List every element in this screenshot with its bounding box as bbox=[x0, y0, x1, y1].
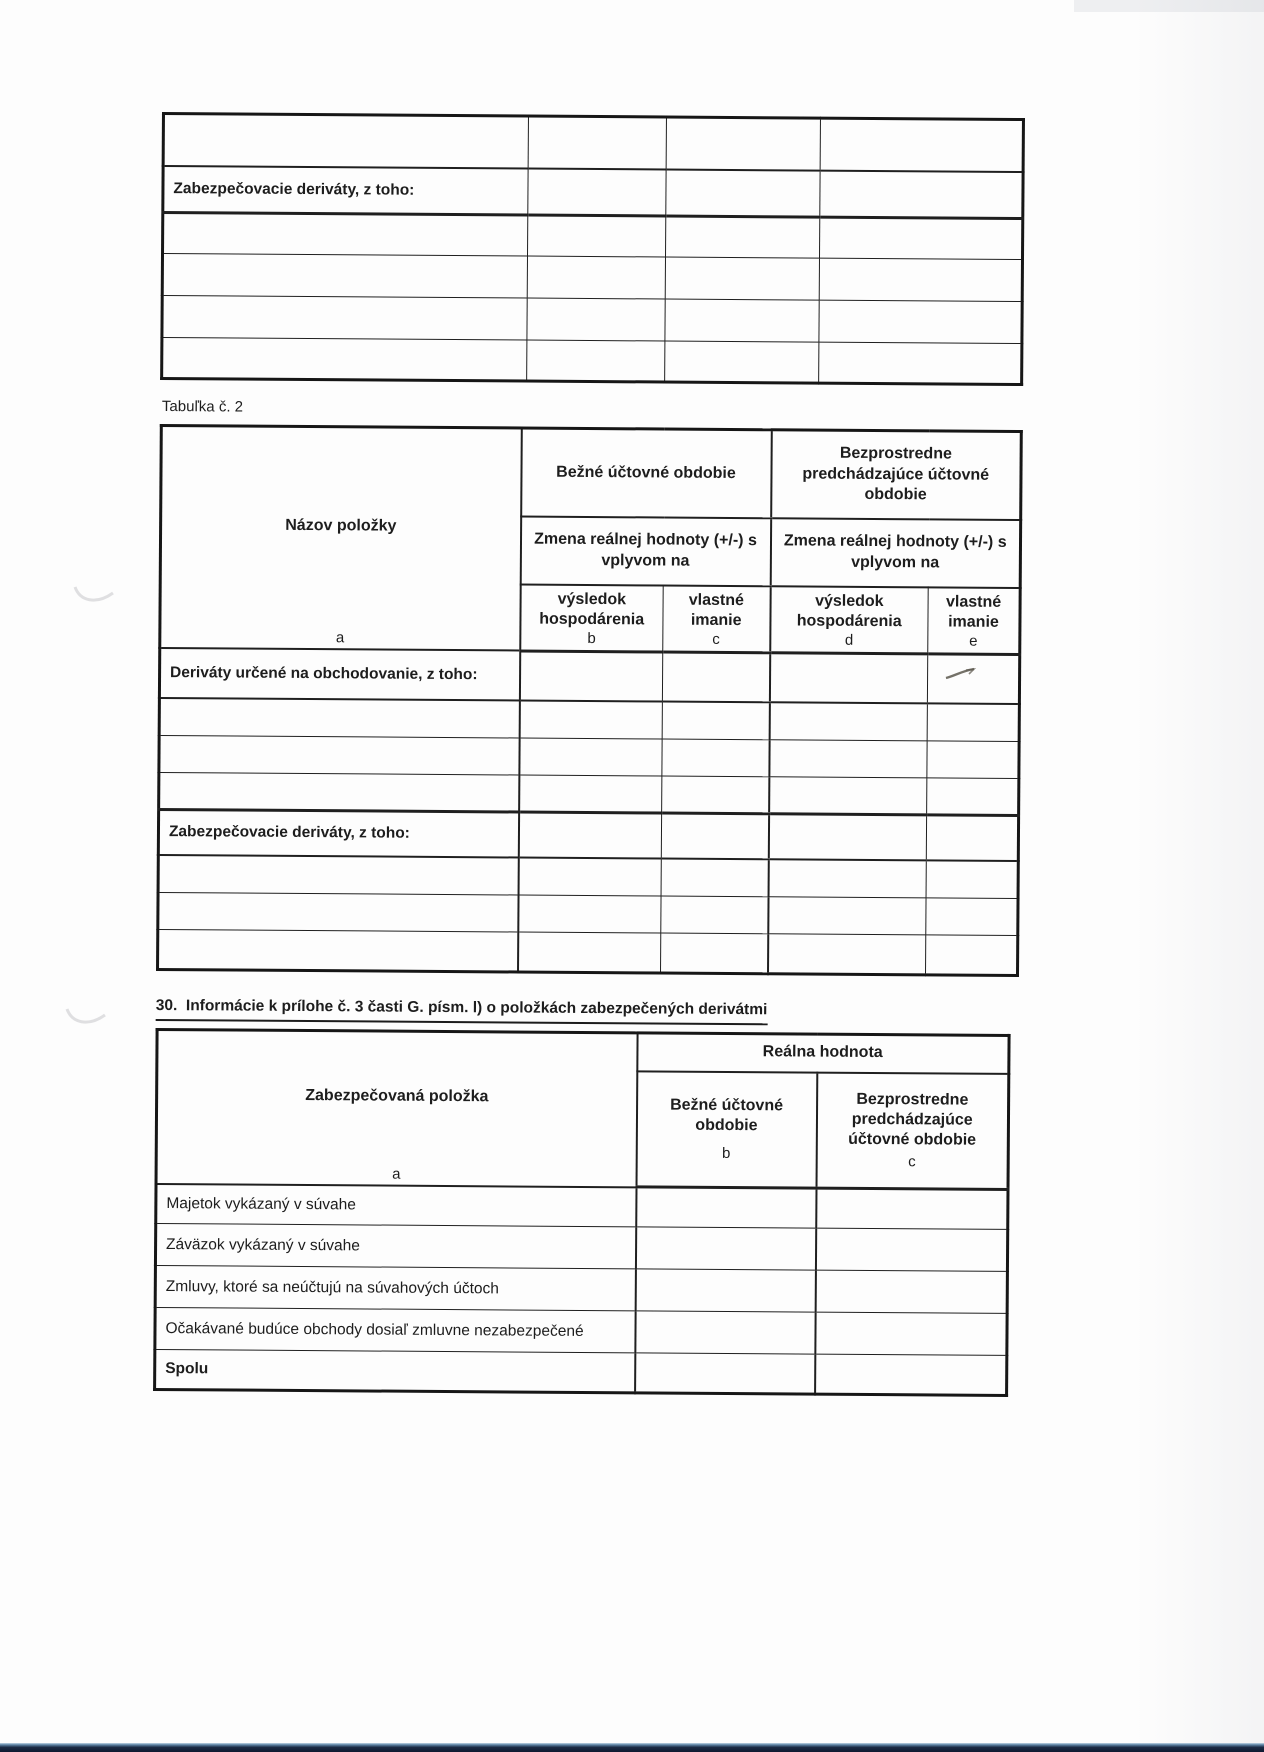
row-label-trading-derivatives: Deriváty určené na obchodovanie, z toho: bbox=[159, 648, 519, 701]
header-cell-equity-previous bbox=[928, 587, 1020, 654]
empty-cell bbox=[162, 338, 527, 382]
row-label-asset-in-balance-sheet: Majetok vykázaný v súvahe bbox=[156, 1184, 636, 1227]
table-row bbox=[155, 1224, 1007, 1272]
empty-cell bbox=[661, 813, 768, 860]
column-letter-c: c bbox=[712, 630, 720, 648]
empty-cell bbox=[635, 1269, 815, 1312]
empty-cell bbox=[816, 1188, 1008, 1229]
header-cell-hedged-item bbox=[156, 1029, 637, 1187]
column-letter-e: e bbox=[969, 632, 978, 650]
empty-cell bbox=[769, 776, 927, 814]
empty-cell bbox=[820, 118, 1023, 171]
empty-cell bbox=[527, 298, 665, 341]
table-row bbox=[162, 296, 1022, 344]
table-row bbox=[159, 698, 1019, 741]
empty-cell bbox=[162, 254, 527, 299]
empty-cell bbox=[820, 170, 1023, 218]
empty-cell bbox=[819, 217, 1022, 259]
empty-cell bbox=[927, 653, 1019, 704]
scanner-shadow bbox=[1134, 0, 1264, 1752]
row-label-hedging-derivatives: Zabezpečovacie deriváty, z toho: bbox=[158, 809, 518, 858]
table-row bbox=[161, 426, 1022, 520]
row-label-hedging-derivatives: Zabezpečovacie deriváty, z toho: bbox=[163, 166, 528, 216]
subheader-profit-loss: výsledok hospodárenia bbox=[539, 590, 645, 628]
empty-cell bbox=[665, 299, 819, 342]
table-row bbox=[159, 648, 1019, 704]
subheader-current-period: Bežné účtovné obdobie bbox=[670, 1096, 784, 1135]
header-cell-previous-period: Bezprostredne predchádzajúce účtovné obdobie bbox=[771, 430, 1022, 520]
empty-cell bbox=[527, 256, 665, 299]
empty-cell bbox=[769, 739, 927, 777]
table-row bbox=[158, 855, 1018, 898]
empty-cell bbox=[528, 168, 666, 216]
header-cell-current-period: Bežné účtovné obdobie bbox=[521, 428, 772, 518]
empty-cell bbox=[768, 859, 926, 897]
header-cell-change-previous: Zmena reálnej hodnoty (+/-) s vplyvom na bbox=[770, 518, 1020, 588]
empty-cell bbox=[926, 934, 1018, 975]
subheader-previous-period: Bezprostredne predchádzajúce účtovné obdobie bbox=[848, 1091, 977, 1150]
column-letter-b: b bbox=[722, 1145, 731, 1163]
empty-cell bbox=[662, 739, 769, 777]
empty-cell bbox=[662, 702, 769, 740]
header-cell-change-current: Zmena reálnej hodnoty (+/-) s vplyvom na bbox=[520, 516, 770, 586]
header-cell-item-name bbox=[160, 426, 522, 651]
empty-cell bbox=[635, 1311, 815, 1354]
empty-cell bbox=[661, 859, 768, 897]
column-letter-a: a bbox=[335, 629, 345, 647]
column-letter-d: d bbox=[844, 631, 854, 649]
empty-cell bbox=[527, 340, 665, 382]
empty-cell bbox=[159, 698, 519, 738]
empty-cell bbox=[163, 213, 528, 257]
table-row bbox=[155, 1266, 1007, 1314]
empty-cell bbox=[768, 813, 926, 860]
table-row bbox=[156, 1184, 1008, 1230]
empty-cell bbox=[815, 1270, 1007, 1313]
empty-cell bbox=[665, 341, 819, 383]
header-cell-fair-value: Reálna hodnota bbox=[637, 1032, 1009, 1073]
table-row bbox=[159, 735, 1019, 778]
pencil-mark bbox=[72, 583, 116, 607]
table-row bbox=[163, 114, 1023, 172]
empty-cell bbox=[927, 703, 1019, 741]
empty-cell bbox=[927, 740, 1019, 778]
row-label-total: Spolu bbox=[155, 1350, 635, 1393]
empty-cell bbox=[768, 896, 926, 934]
empty-cell bbox=[159, 735, 519, 775]
table-row bbox=[158, 809, 1018, 861]
empty-cell bbox=[926, 897, 1018, 935]
empty-cell bbox=[528, 116, 666, 169]
header-cell-current-period bbox=[636, 1071, 817, 1188]
empty-cell bbox=[661, 896, 768, 934]
table-row bbox=[162, 338, 1022, 385]
table-row bbox=[159, 772, 1019, 815]
scan-smudge bbox=[1074, 0, 1264, 12]
empty-cell bbox=[926, 860, 1018, 898]
document-content bbox=[153, 112, 1024, 1397]
empty-cell bbox=[927, 777, 1019, 815]
table2-caption: Tabuľka č. 2 bbox=[161, 398, 244, 416]
empty-cell bbox=[815, 1312, 1007, 1355]
empty-cell bbox=[518, 932, 661, 973]
table-fair-value-changes bbox=[156, 424, 1023, 977]
empty-cell bbox=[769, 652, 927, 703]
empty-cell bbox=[518, 812, 661, 859]
table-row bbox=[163, 213, 1023, 260]
empty-cell bbox=[815, 1354, 1007, 1395]
empty-cell bbox=[163, 114, 528, 169]
scan-bottom-edge bbox=[0, 1743, 1264, 1752]
empty-cell bbox=[636, 1187, 816, 1228]
header-cell-profit-loss-current bbox=[520, 584, 663, 651]
empty-cell bbox=[635, 1353, 815, 1394]
empty-cell bbox=[162, 296, 527, 341]
row-label-expected-future-transactions: Očakávané budúce obchody dosiaľ zmluvne nezabezpečené bbox=[155, 1308, 635, 1353]
empty-cell bbox=[519, 651, 662, 702]
subheader-equity: vlastné imanie bbox=[945, 592, 1002, 631]
table-row bbox=[158, 892, 1018, 935]
column-letter-c: c bbox=[908, 1153, 916, 1171]
empty-cell bbox=[819, 300, 1022, 343]
empty-cell bbox=[665, 216, 819, 258]
empty-cell bbox=[519, 775, 662, 813]
column-letter-b: b bbox=[587, 629, 596, 648]
empty-cell bbox=[819, 342, 1022, 384]
table-row bbox=[155, 1308, 1007, 1356]
header-item-name-label: Názov položky bbox=[285, 516, 397, 535]
empty-cell bbox=[661, 933, 768, 974]
empty-cell bbox=[665, 257, 819, 300]
empty-cell bbox=[819, 258, 1022, 301]
empty-cell bbox=[769, 702, 927, 740]
empty-cell bbox=[662, 652, 769, 703]
row-label-off-balance-contracts: Zmluvy, ktoré sa neúčtujú na súvahových účtoch bbox=[155, 1266, 635, 1311]
table-row bbox=[155, 1350, 1007, 1396]
empty-cell bbox=[635, 1227, 815, 1270]
pencil-mark bbox=[64, 1005, 108, 1029]
table-row bbox=[157, 1029, 1009, 1073]
table-row bbox=[163, 166, 1023, 219]
empty-cell bbox=[519, 738, 662, 776]
table-derivatives-fragment bbox=[160, 112, 1025, 386]
subheader-equity: vlastné imanie bbox=[688, 591, 744, 629]
header-hedged-item-label: Zabezpečovaná položka bbox=[305, 1086, 489, 1105]
empty-cell bbox=[926, 814, 1018, 861]
header-cell-previous-period bbox=[816, 1072, 1009, 1189]
empty-cell bbox=[158, 855, 518, 895]
empty-cell bbox=[519, 701, 662, 739]
table-row bbox=[158, 929, 1018, 975]
empty-cell bbox=[518, 858, 661, 896]
empty-cell bbox=[518, 895, 661, 933]
column-letter-a: a bbox=[392, 1165, 401, 1183]
table-row bbox=[162, 254, 1022, 302]
empty-cell bbox=[158, 929, 518, 972]
empty-cell bbox=[528, 215, 666, 257]
empty-cell bbox=[159, 772, 519, 812]
empty-cell bbox=[666, 169, 820, 217]
empty-cell bbox=[666, 117, 820, 170]
section-30-heading: 30. Informácie k prílohe č. 3 časti G. písm. l) o položkách zabezpečených derivátmi bbox=[156, 995, 768, 1024]
subheader-profit-loss: výsledok hospodárenia bbox=[796, 592, 902, 630]
empty-cell bbox=[158, 892, 518, 932]
empty-cell bbox=[768, 933, 926, 974]
empty-cell bbox=[662, 776, 769, 814]
row-label-liability-in-balance-sheet: Záväzok vykázaný v súvahe bbox=[155, 1224, 635, 1269]
header-cell-equity-current bbox=[663, 585, 770, 652]
table-hedged-items bbox=[153, 1028, 1011, 1397]
header-cell-profit-loss-previous bbox=[770, 586, 928, 654]
empty-cell bbox=[815, 1228, 1007, 1271]
